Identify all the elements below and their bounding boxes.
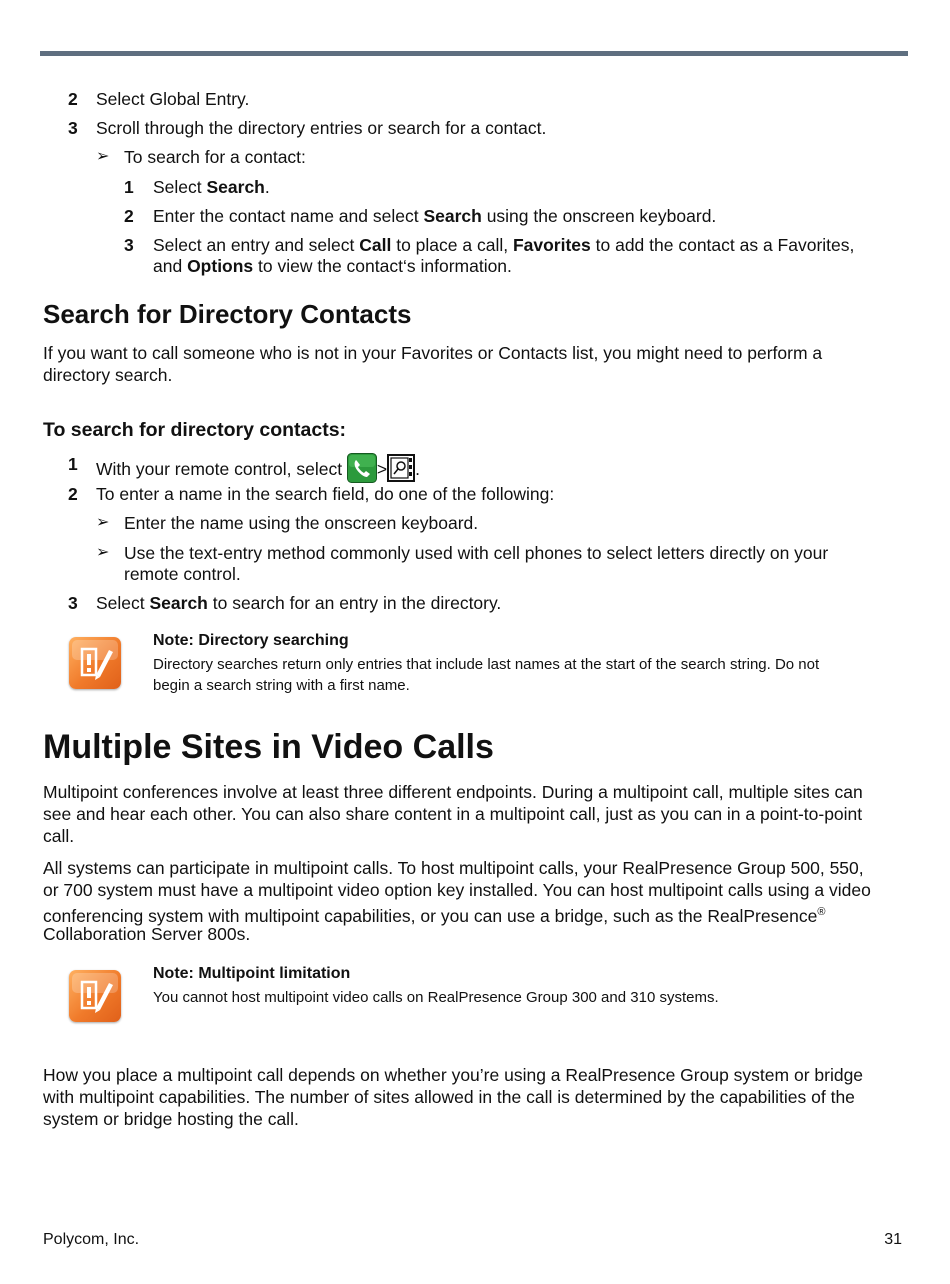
paragraph-line: or 700 system must have a multipoint video option key installed. You can host multipoint calls using a video xyxy=(43,880,871,900)
step-text: With your remote control, select > . xyxy=(96,453,420,488)
substep-text: Select Search. xyxy=(153,177,270,197)
substep-number: 3 xyxy=(124,235,134,255)
step-text: To enter a name in the search field, do one of the following: xyxy=(96,484,555,504)
paragraph-line: see and hear each other. You can also share content in a multipoint call, just as you can in a point-to-point xyxy=(43,804,863,824)
arrow-bullet-icon: ➢ xyxy=(96,514,110,531)
paragraph-line: Collaboration Server 800s. xyxy=(43,924,251,944)
paragraph-line: If you want to call someone who is not in your Favorites or Contacts list, you might need to perform a xyxy=(43,343,823,363)
substep-text: Select an entry and select Call to place a call, Favorites to add the contact as a Favorites, xyxy=(153,235,855,255)
bullet-text: To search for a contact: xyxy=(124,147,306,167)
step-number: 3 xyxy=(68,593,78,613)
paragraph-line: with multipoint capabilities. The number of sites allowed in the call is determined by the capabilities of the xyxy=(43,1087,855,1107)
note-body: Directory searches return only entries that include last names at the start of the search string. Do not xyxy=(153,656,820,673)
note-warning-icon xyxy=(69,970,121,1022)
header-rule xyxy=(40,51,908,56)
procedure-heading: To search for directory contacts: xyxy=(43,419,347,441)
step-text: Select Global Entry. xyxy=(96,89,250,109)
bullet-text: Use the text-entry method commonly used with cell phones to select letters directly on your xyxy=(124,543,829,563)
note-title: Note: Directory searching xyxy=(153,632,349,649)
paragraph-line: conferencing system with multipoint capabilities, or you can use a bridge, such as the RealPresence® xyxy=(43,905,826,926)
section-heading: Search for Directory Contacts xyxy=(43,299,412,329)
note-body: begin a search string with a first name. xyxy=(153,677,410,694)
step-text: Scroll through the directory entries or search for a contact. xyxy=(96,118,547,138)
step-number: 1 xyxy=(68,454,78,474)
paragraph-line: call. xyxy=(43,826,75,846)
substep-text: Enter the contact name and select Search using the onscreen keyboard. xyxy=(153,206,717,226)
chapter-heading: Multiple Sites in Video Calls xyxy=(43,728,494,766)
footer-page-number: 31 xyxy=(884,1231,902,1248)
substep-text-cont: and Options to view the contact‘s information. xyxy=(153,256,512,276)
substep-number: 1 xyxy=(124,177,134,197)
bullet-text: Enter the name using the onscreen keyboard. xyxy=(124,513,479,533)
step-number: 3 xyxy=(68,118,78,138)
step-number: 2 xyxy=(68,484,78,504)
note-warning-icon xyxy=(69,637,121,689)
paragraph-line: How you place a multipoint call depends on whether you’re using a RealPresence Group system or bridge xyxy=(43,1065,864,1085)
step-number: 2 xyxy=(68,89,78,109)
substep-number: 2 xyxy=(124,206,134,226)
paragraph-line: Multipoint conferences involve at least three different endpoints. During a multipoint call, multiple sites can xyxy=(43,782,863,802)
arrow-bullet-icon: ➢ xyxy=(96,544,110,561)
arrow-bullet-icon: ➢ xyxy=(96,148,110,165)
paragraph-line: system or bridge hosting the call. xyxy=(43,1109,299,1129)
paragraph-line: directory search. xyxy=(43,365,173,385)
note-title: Note: Multipoint limitation xyxy=(153,965,351,982)
step-text: Select Search to search for an entry in the directory. xyxy=(96,593,502,613)
paragraph-line: All systems can participate in multipoint calls. To host multipoint calls, your RealPresence Group 500, 550, xyxy=(43,858,864,878)
note-body: You cannot host multipoint video calls on RealPresence Group 300 and 310 systems. xyxy=(153,989,719,1006)
bullet-text-cont: remote control. xyxy=(124,564,241,584)
footer-company: Polycom, Inc. xyxy=(43,1231,140,1248)
